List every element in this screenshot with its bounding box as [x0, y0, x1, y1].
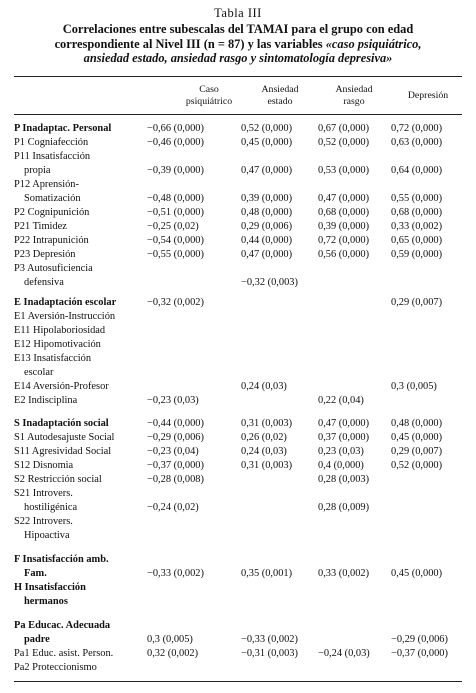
cell-ansiedad-rasgo: 0,28 (0,003) [318, 474, 370, 485]
row-label: E2 Indisciplina [14, 395, 78, 406]
row-label: E13 Insatisfacción [14, 353, 92, 364]
table-row [14, 150, 462, 164]
cell-depresion: 0,29 (0,007) [391, 297, 443, 308]
row-label: S1 Autodesajuste Social [14, 432, 115, 443]
caption-line-3: ansiedad estado, ansiedad rasgo y sintomatología depresiva» [83, 51, 393, 65]
cell-ansiedad-estado: 0,31 (0,003) [241, 460, 293, 471]
cell-depresion: 0,65 (0,000) [391, 235, 443, 246]
cell-ansiedad-rasgo: 0,68 (0,000) [318, 207, 370, 218]
row-label: S11 Agresividad Social [14, 446, 112, 457]
cell-caso-psiquiatrico: −0,33 (0,002) [147, 568, 204, 579]
table-row [14, 366, 462, 380]
cell-caso-psiquiatrico: −0,54 (0,000) [147, 235, 204, 246]
row-label: P Inadaptac. Personal [14, 123, 112, 134]
cell-ansiedad-rasgo: 0,28 (0,009) [318, 502, 370, 513]
row-label: E Inadaptación escolar [14, 297, 117, 308]
row-label: Pa1 Educ. asist. Person. [14, 648, 114, 659]
cell-caso-psiquiatrico: −0,32 (0,002) [147, 297, 204, 308]
cell-ansiedad-rasgo: 0,53 (0,000) [318, 165, 370, 176]
cell-ansiedad-estado: 0,39 (0,000) [241, 193, 293, 204]
cell-ansiedad-rasgo: 0,47 (0,000) [318, 193, 370, 204]
cell-ansiedad-estado: 0,47 (0,000) [241, 165, 293, 176]
cell-depresion: −0,29 (0,006) [391, 634, 448, 645]
table-row [14, 234, 462, 248]
cell-depresion: 0,3 (0,005) [391, 381, 437, 392]
row-label: P11 Insatisfacción [14, 151, 91, 162]
cell-ansiedad-rasgo: 0,52 (0,000) [318, 137, 370, 148]
cell-caso-psiquiatrico: −0,29 (0,006) [147, 432, 204, 443]
cell-ansiedad-estado: 0,26 (0,02) [241, 432, 287, 443]
cell-ansiedad-estado: 0,45 (0,000) [241, 137, 293, 148]
row-label: S21 Introvers. [14, 488, 73, 499]
cell-depresion: 0,64 (0,000) [391, 165, 443, 176]
cell-depresion: 0,59 (0,000) [391, 249, 443, 260]
table-row [14, 619, 462, 633]
caption-line-2: correspondiente al Nivel III (n = 87) y las variables «caso psiquiátrico, [54, 36, 422, 51]
row-label: hermanos [24, 596, 68, 607]
cell-caso-psiquiatrico: −0,37 (0,000) [147, 460, 204, 471]
table-row [14, 445, 462, 459]
table-row [14, 553, 462, 567]
cell-depresion: 0,63 (0,000) [391, 137, 443, 148]
cell-depresion: 0,52 (0,000) [391, 460, 443, 471]
cell-caso-psiquiatrico: −0,46 (0,000) [147, 137, 204, 148]
cell-caso-psiquiatrico: −0,48 (0,000) [147, 193, 204, 204]
header-ansiedad-rasgo: Ansiedad rasgo [335, 84, 373, 107]
row-label: propia [24, 165, 51, 176]
cell-ansiedad-rasgo: 0,56 (0,000) [318, 249, 370, 260]
row-label: hostiligénica [24, 502, 78, 513]
cell-caso-psiquiatrico: −0,24 (0,02) [147, 502, 199, 513]
cell-ansiedad-estado: 0,48 (0,000) [241, 207, 293, 218]
cell-depresion: 0,48 (0,000) [391, 418, 443, 429]
cell-caso-psiquiatrico: −0,51 (0,000) [147, 207, 204, 218]
row-label: F Insatisfacción amb. [14, 554, 109, 565]
cell-caso-psiquiatrico: −0,23 (0,03) [147, 395, 199, 406]
cell-ansiedad-rasgo: 0,33 (0,002) [318, 568, 370, 579]
row-label: P23 Depresión [14, 249, 76, 260]
row-label: Pa2 Proteccionismo [14, 662, 97, 673]
table-row [14, 529, 462, 543]
cell-ansiedad-rasgo: 0,72 (0,000) [318, 235, 370, 246]
cell-caso-psiquiatrico: −0,44 (0,000) [147, 418, 204, 429]
table-row [14, 324, 462, 338]
table-row [14, 394, 462, 408]
table-row [14, 262, 462, 276]
cell-ansiedad-estado: 0,24 (0,03) [241, 381, 287, 392]
table-row [14, 567, 462, 581]
table-row [14, 661, 462, 675]
row-label: Fam. [24, 568, 47, 579]
header-depresion: Depresión [407, 90, 449, 101]
cell-ansiedad-rasgo: 0,39 (0,000) [318, 221, 370, 232]
row-label: P21 Timidez [14, 221, 67, 232]
header-ansiedad-estado: Ansiedad estado [261, 84, 299, 107]
header-rule [14, 114, 462, 115]
table-row [14, 633, 462, 647]
cell-ansiedad-estado: −0,33 (0,002) [241, 634, 298, 645]
table-row [14, 380, 462, 394]
table-row [14, 352, 462, 366]
cell-ansiedad-estado: 0,35 (0,001) [241, 568, 293, 579]
row-label: E11 Hipolaboriosidad [14, 325, 106, 336]
table-row [14, 417, 462, 431]
cell-ansiedad-rasgo: −0,24 (0,03) [318, 648, 370, 659]
cell-ansiedad-estado: 0,52 (0,000) [241, 123, 293, 134]
table-label: Tabla III [214, 6, 262, 20]
table-row [14, 164, 462, 178]
table-row [14, 276, 462, 290]
row-label: S22 Introvers. [14, 516, 73, 527]
cell-caso-psiquiatrico: 0,3 (0,005) [147, 634, 193, 645]
row-label: E1 Aversión-Instrucción [14, 311, 116, 322]
cell-depresion: 0,29 (0,007) [391, 446, 443, 457]
cell-caso-psiquiatrico: −0,66 (0,000) [147, 123, 204, 134]
row-label: escolar [24, 367, 54, 378]
table-row [14, 220, 462, 234]
cell-depresion: −0,37 (0,000) [391, 648, 448, 659]
cell-ansiedad-estado: 0,29 (0,006) [241, 221, 293, 232]
cell-ansiedad-rasgo: 0,37 (0,000) [318, 432, 370, 443]
table-row [14, 647, 462, 661]
cell-depresion: 0,45 (0,000) [391, 432, 443, 443]
caption-line-1: Correlaciones entre subescalas del TAMAI para el grupo con edad [62, 22, 414, 36]
row-label: padre [24, 634, 50, 645]
cell-caso-psiquiatrico: −0,39 (0,000) [147, 165, 204, 176]
cell-ansiedad-rasgo: 0,4 (0,000) [318, 460, 364, 471]
cell-ansiedad-rasgo: 0,22 (0,04) [318, 395, 364, 406]
header-caso-psiquiatrico: Caso psiquiátrico [185, 84, 233, 107]
row-label: H Insatisfacción [14, 582, 86, 593]
table-row [14, 122, 462, 136]
table-row [14, 248, 462, 262]
cell-depresion: 0,72 (0,000) [391, 123, 443, 134]
row-label: P12 Aprensión- [14, 179, 79, 190]
cell-caso-psiquiatrico: 0,32 (0,002) [147, 648, 199, 659]
row-label: E12 Hipomotivación [14, 339, 101, 350]
table-row [14, 501, 462, 515]
row-label: S2 Restricción social [14, 474, 102, 485]
cell-ansiedad-estado: −0,31 (0,003) [241, 648, 298, 659]
row-label: Somatización [24, 193, 81, 204]
cell-caso-psiquiatrico: −0,25 (0,02) [147, 221, 199, 232]
cell-ansiedad-estado: 0,31 (0,003) [241, 418, 293, 429]
cell-ansiedad-estado: −0,32 (0,003) [241, 277, 298, 288]
table-row [14, 136, 462, 150]
table-row [14, 459, 462, 473]
table-caption [14, 22, 462, 66]
table-row [14, 473, 462, 487]
cell-ansiedad-estado: 0,44 (0,000) [241, 235, 293, 246]
cell-caso-psiquiatrico: −0,28 (0,008) [147, 474, 204, 485]
cell-ansiedad-rasgo: 0,23 (0,03) [318, 446, 364, 457]
table-row [14, 338, 462, 352]
row-label: P22 Intrapunición [14, 235, 89, 246]
row-label: P1 Cogniafección [14, 137, 89, 148]
table-row [14, 595, 462, 609]
cell-ansiedad-estado: 0,47 (0,000) [241, 249, 293, 260]
row-label: S Inadaptación social [14, 418, 109, 429]
cell-depresion: 0,45 (0,000) [391, 568, 443, 579]
table-row [14, 431, 462, 445]
row-label: Pa Educac. Adecuada [14, 620, 111, 631]
cell-caso-psiquiatrico: −0,23 (0,04) [147, 446, 199, 457]
table-row [14, 515, 462, 529]
table-row [14, 487, 462, 501]
table-row [14, 206, 462, 220]
table-row [14, 178, 462, 192]
table-row [14, 310, 462, 324]
table-row [14, 192, 462, 206]
cell-depresion: 0,68 (0,000) [391, 207, 443, 218]
top-rule [14, 76, 462, 77]
row-label: E14 Aversión-Profesor [14, 381, 109, 392]
cell-ansiedad-rasgo: 0,47 (0,000) [318, 418, 370, 429]
row-label: defensiva [24, 277, 64, 288]
row-label: P3 Autosuficiencia [14, 263, 93, 274]
row-label: P2 Cognipunición [14, 207, 90, 218]
table-row [14, 581, 462, 595]
cell-caso-psiquiatrico: −0,55 (0,000) [147, 249, 204, 260]
cell-depresion: 0,33 (0,002) [391, 221, 443, 232]
row-label: Hipoactiva [24, 530, 70, 541]
cell-ansiedad-rasgo: 0,67 (0,000) [318, 123, 370, 134]
cell-depresion: 0,55 (0,000) [391, 193, 443, 204]
bottom-rule [14, 681, 462, 682]
cell-ansiedad-estado: 0,24 (0,03) [241, 446, 287, 457]
table-row [14, 296, 462, 310]
row-label: S12 Disnomia [14, 460, 74, 471]
